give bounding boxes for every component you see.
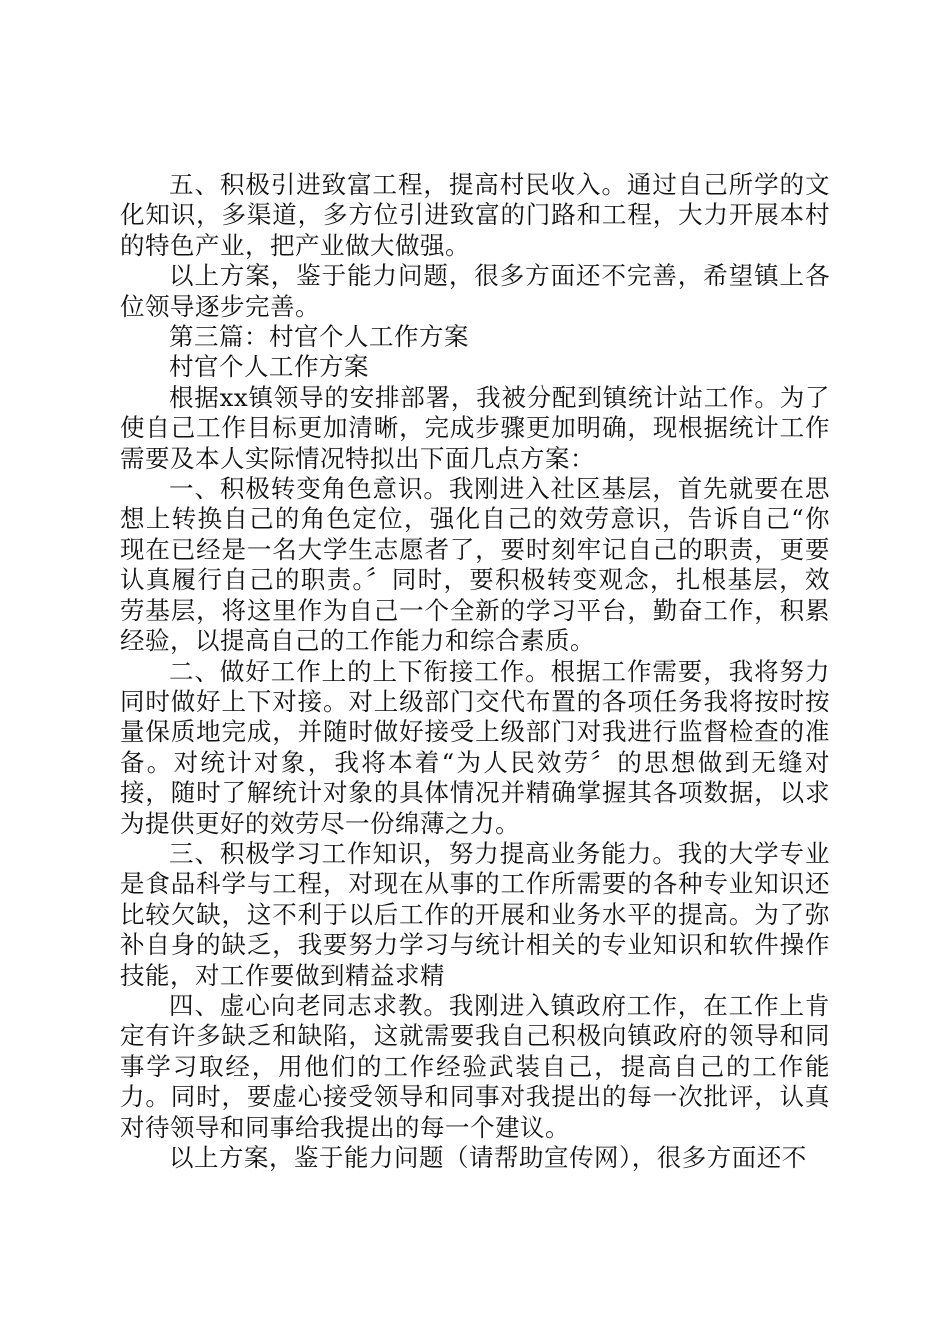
paragraph-item-3: 三、积极学习工作知识，努力提高业务能力。我的大学专业是食品科学与工程，对现在从事的工作所需要的各种专业知识还比较欠缺，这不利于以后工作的开展和业务水平的提高。为了弥补自身的缺乏，我要努力学习与统计相关的专业知识和软件操作技能，对工作要做到精益求精 [120, 838, 830, 990]
paragraph-conclusion-2: 以上方案，鉴于能力问题（请帮助宣传网），很多方面还不 [169, 1143, 807, 1172]
document-page [120, 170, 830, 1190]
paragraph-item-4: 四、虚心向老同志求教。我刚进入镇政府工作，在工作上肯定有许多缺乏和缺陷，这就需要我自己积极向镇政府的领导和同事学习取经，用他们的工作经验武装自己，提高自己的工作能力。同时，要虚心接受领导和同事对我提出的每一次批评，认真对待领导和同事给我提出的每一个建议。 [120, 990, 830, 1142]
paragraph-intro: 根据xx镇领导的安排部署，我被分配到镇统计站工作。为了使自己工作目标更加清晰，完成步骤更加明确，现根据统计工作需要及本人实际情况特拟出下面几点方案： [120, 382, 830, 473]
section-heading: 第三篇：村官个人工作方案 [169, 322, 469, 352]
paragraph-item-5-income: 五、积极引进致富工程，提高村民收入。通过自己所学的文化知识，多渠道，多方位引进致富的门路和工程，大力开展本村的特色产业，把产业做大做强。 [120, 170, 830, 260]
paragraph-item-2: 二、做好工作上的上下衔接工作。根据工作需要，我将努力同时做好上下对接。对上级部门交代布置的各项任务我将按时按量保质地完成，并随时做好接受上级部门对我进行监督检查的准备。对统计对象，我将本着“为人民效劳〞的思想做到无缝对接，随时了解统计对象的具体情况并精确掌握其各项数据，以求为提供更好的效劳尽一份绵薄之力。 [120, 656, 830, 838]
paragraph-item-1: 一、积极转变角色意识。我刚进入社区基层，首先就要在思想上转换自己的角色定位，强化自己的效劳意识，告诉自己“你现在已经是一名大学生志愿者了，要时刻牢记自己的职责，更要认真履行自己的职责。〞同时，要积极转变观念，扎根基层，效劳基层，将这里作为自己一个全新的学习平台，勤奋工作，积累经验，以提高自己的工作能力和综合素质。 [120, 474, 830, 656]
paragraph-conclusion-1: 以上方案，鉴于能力问题，很多方面还不完善，希望镇上各位领导逐步完善。 [120, 261, 830, 321]
document-title: 村官个人工作方案 [169, 352, 369, 382]
